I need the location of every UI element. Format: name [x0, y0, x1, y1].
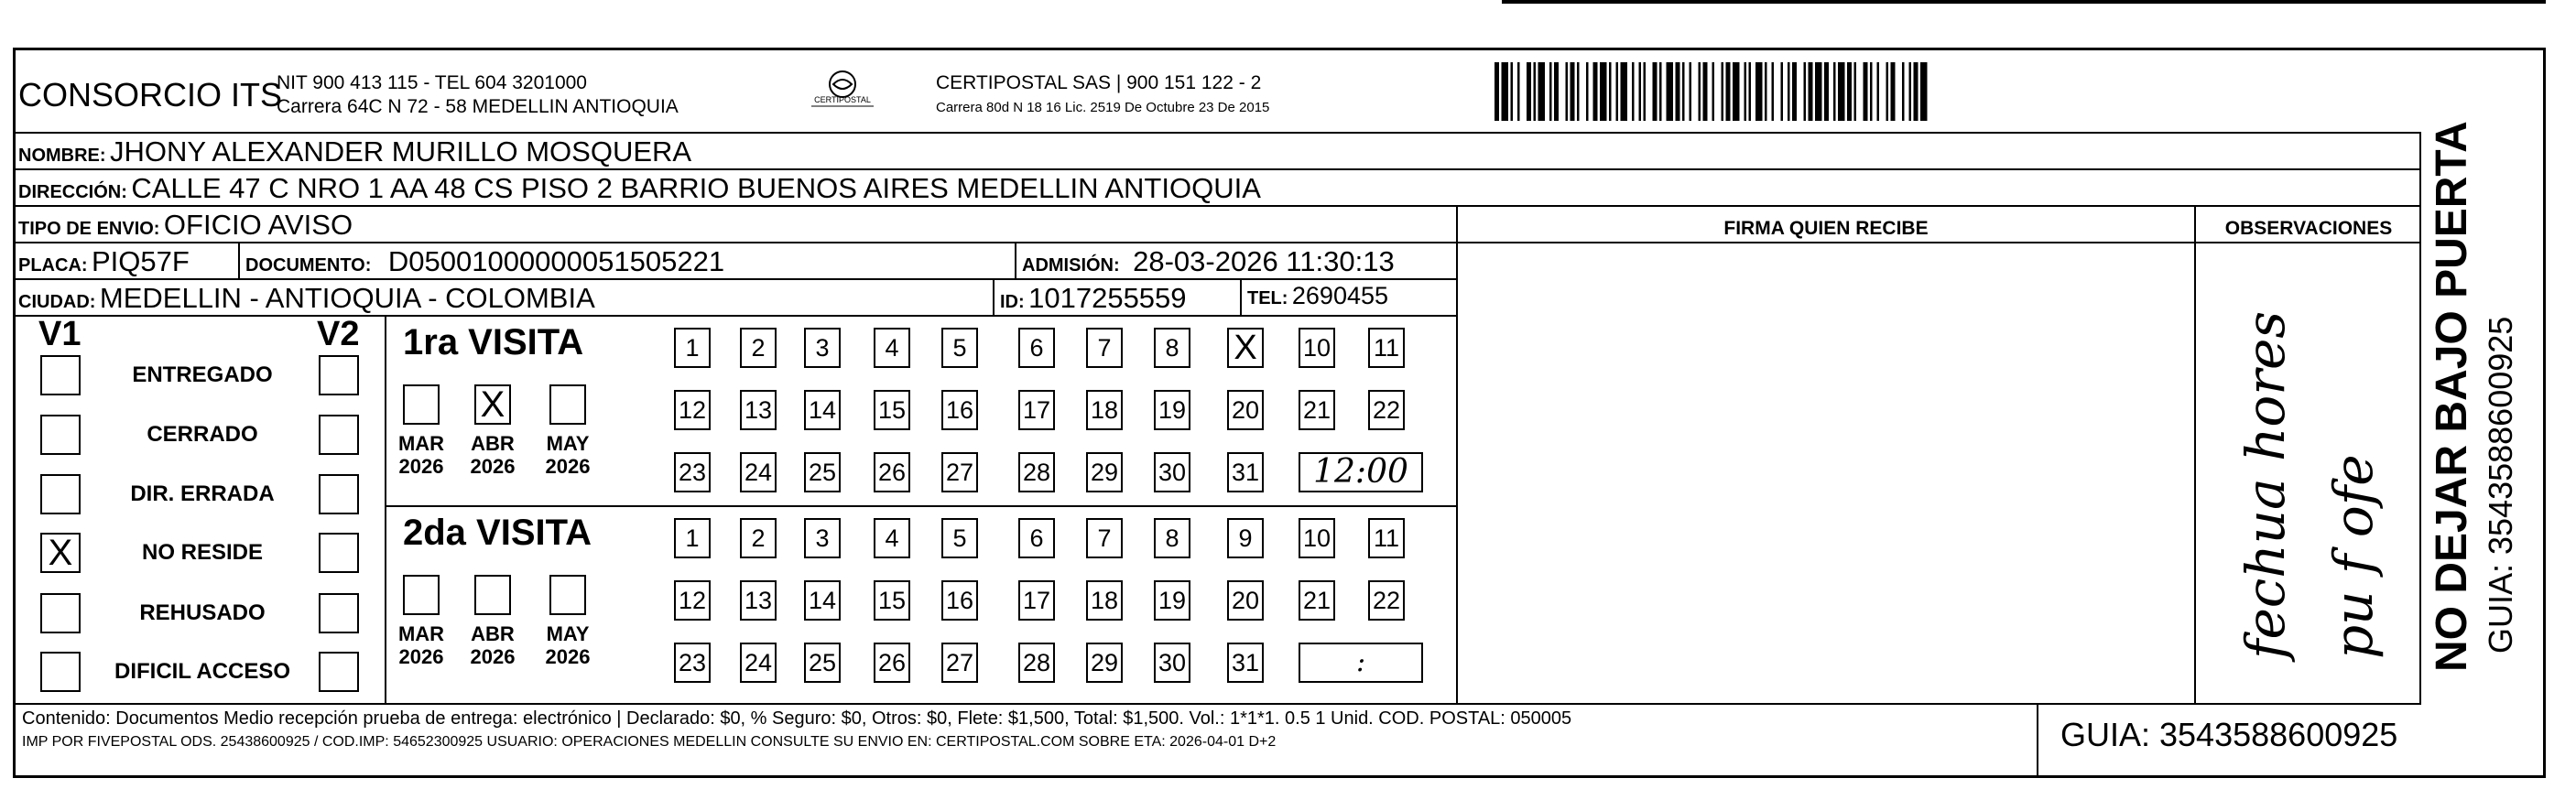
day-box[interactable]: 19 — [1154, 580, 1190, 621]
day-box[interactable]: 31 — [1227, 643, 1264, 683]
day-box[interactable]: 25 — [804, 643, 841, 683]
month-label: ABR 2026 — [470, 432, 516, 478]
day-box[interactable]: 11 — [1368, 328, 1405, 368]
day-box[interactable]: 29 — [1086, 452, 1123, 492]
day-box[interactable]: 4 — [874, 518, 910, 558]
day-box[interactable]: 16 — [941, 580, 978, 621]
footer-contenido: Contenido: Documentos Medio recepción prueba de entrega: electrónico | Declarado: $0, % Seguro: $0, Otros: $0, Flete: $1,500, Total: $1,500. Vol.: 1*1*1. 0.5 1 Unid. COD. POSTAL: 050005 — [22, 708, 1572, 729]
company-address: Carrera 64C N 72 - 58 MEDELLIN ANTIOQUIA — [277, 96, 679, 117]
tel-label: TEL: — [1247, 288, 1288, 308]
day-box[interactable]: 13 — [740, 390, 777, 430]
col-line — [1456, 205, 1458, 705]
day-box[interactable]: 24 — [740, 452, 777, 492]
day-box[interactable]: 26 — [874, 452, 910, 492]
day-box[interactable]: 28 — [1018, 452, 1055, 492]
day-box[interactable]: 5 — [941, 328, 978, 368]
admision-value: 28-03-2026 11:30:13 — [1133, 245, 1395, 277]
day-box[interactable]: 2 — [740, 328, 777, 368]
top-edge-mark — [1502, 0, 2546, 4]
day-box[interactable]: 22 — [1368, 580, 1405, 621]
month-label: MAY 2026 — [545, 622, 591, 668]
time-box[interactable]: 12:00 — [1299, 452, 1423, 492]
day-box[interactable]: 28 — [1018, 643, 1055, 683]
v2-checkbox[interactable] — [319, 474, 359, 514]
status-label: NO RESIDE — [141, 540, 264, 565]
v2-header: V2 — [317, 315, 360, 353]
ciudad-label: CIUDAD: — [18, 292, 96, 312]
row-line — [385, 505, 1456, 507]
row-line — [13, 205, 2421, 207]
row-line — [13, 242, 1456, 243]
day-box[interactable]: 29 — [1086, 643, 1123, 683]
tipo-value: OFICIO AVISO — [163, 209, 353, 241]
day-box[interactable]: 12 — [674, 580, 711, 621]
status-label: REHUSADO — [139, 600, 266, 625]
v2-checkbox[interactable] — [319, 533, 359, 573]
day-box[interactable]: 7 — [1086, 328, 1123, 368]
time-box[interactable]: : — [1299, 643, 1423, 683]
month-label: ABR 2026 — [470, 622, 516, 668]
day-box[interactable]: 17 — [1018, 390, 1055, 430]
col-line — [1240, 278, 1242, 315]
status-label: DIFICIL ACCESO — [114, 659, 290, 684]
month-label: MAY 2026 — [545, 432, 591, 478]
day-box[interactable]: 14 — [804, 580, 841, 621]
day-box[interactable]: 10 — [1299, 328, 1335, 368]
v2-checkbox[interactable] — [319, 415, 359, 455]
id-label: ID: — [1000, 292, 1025, 312]
month-label: MAR 2026 — [397, 622, 445, 668]
nombre-label: NOMBRE: — [18, 146, 106, 166]
handwritten-observation-2: pu f ofe — [2322, 454, 2385, 659]
day-box[interactable]: 4 — [874, 328, 910, 368]
day-box[interactable]: 8 — [1154, 328, 1190, 368]
status-label: DIR. ERRADA — [130, 481, 275, 506]
tipo-row — [18, 209, 353, 242]
carrier-address: Carrera 80d N 18 16 Lic. 2519 De Octubre 23 De 2015 — [936, 100, 1270, 115]
day-box[interactable]: 19 — [1154, 390, 1190, 430]
day-box[interactable]: 8 — [1154, 518, 1190, 558]
placa-field — [18, 245, 190, 278]
row-line — [13, 168, 2421, 170]
direccion-row — [18, 172, 1261, 205]
footer-imp: IMP POR FIVEPOSTAL ODS. 25438600925 / COD.IMP: 54652300925 USUARIO: OPERACIONES MEDELLIN CONSULTE SU ENVIO EN: CERTIPOSTAL.COM SOBRE ETA: 2026-04-01 D+2 — [22, 734, 1277, 750]
day-box[interactable]: 1 — [674, 518, 711, 558]
day-box[interactable]: 3 — [804, 328, 841, 368]
month-label: MAR 2026 — [397, 432, 445, 478]
tipo-label: TIPO DE ENVIO: — [18, 219, 160, 239]
day-box[interactable]: 23 — [674, 643, 711, 683]
ciudad-field — [18, 282, 595, 315]
day-box[interactable]: 21 — [1299, 390, 1335, 430]
day-box[interactable]: 18 — [1086, 390, 1123, 430]
direccion-value: CALLE 47 C NRO 1 AA 48 CS PISO 2 BARRIO BUENOS AIRES MEDELLIN ANTIOQUIA — [131, 172, 1261, 204]
day-box[interactable]: 30 — [1154, 452, 1190, 492]
admision-label: ADMISIÓN: — [1022, 255, 1120, 276]
month-checkbox[interactable] — [403, 575, 440, 615]
handwritten-observation-1: fechua hores — [2234, 310, 2297, 659]
direccion-label: DIRECCIÓN: — [18, 182, 127, 202]
day-box[interactable]: 23 — [674, 452, 711, 492]
day-box[interactable]: 17 — [1018, 580, 1055, 621]
day-box[interactable]: 22 — [1368, 390, 1405, 430]
col-line — [238, 242, 240, 278]
documento-field — [245, 245, 724, 278]
month-checkbox[interactable] — [403, 384, 440, 425]
day-box[interactable]: 27 — [941, 643, 978, 683]
company-nit: NIT 900 413 115 - TEL 604 3201000 — [277, 72, 587, 93]
visit-title: 1ra VISITA — [403, 322, 584, 362]
footer-divider — [2037, 705, 2038, 778]
id-field — [1000, 282, 1187, 315]
placa-label: PLACA: — [18, 255, 88, 276]
tel-value: 2690455 — [1291, 282, 1389, 309]
v2-checkbox[interactable] — [319, 593, 359, 633]
day-box[interactable]: 15 — [874, 390, 910, 430]
col-line — [385, 315, 386, 705]
v1-checkbox[interactable] — [40, 415, 81, 455]
v1-checkbox[interactable] — [40, 593, 81, 633]
firma-header: FIRMA QUIEN RECIBE — [1723, 218, 1929, 239]
day-box[interactable]: X — [1227, 328, 1264, 368]
v1-checkbox[interactable] — [40, 652, 81, 692]
day-box[interactable]: 16 — [941, 390, 978, 430]
v1-checkbox[interactable] — [40, 474, 81, 514]
day-box[interactable]: 26 — [874, 643, 910, 683]
day-box[interactable]: 30 — [1154, 643, 1190, 683]
observaciones-header: OBSERVACIONES — [2224, 218, 2393, 239]
month-checkbox[interactable] — [474, 575, 511, 615]
day-box[interactable]: 9 — [1227, 518, 1264, 558]
day-box[interactable]: 21 — [1299, 580, 1335, 621]
day-box[interactable]: 27 — [941, 452, 978, 492]
nombre-value: JHONY ALEXANDER MURILLO MOSQUERA — [110, 135, 692, 168]
day-box[interactable]: 3 — [804, 518, 841, 558]
no-dejar-warning: NO DEJAR BAJO PUERTA — [2428, 121, 2476, 672]
day-box[interactable]: 11 — [1368, 518, 1405, 558]
status-label: ENTREGADO — [132, 362, 273, 387]
month-checkbox[interactable] — [549, 575, 586, 615]
month-checkbox[interactable] — [549, 384, 586, 425]
day-box[interactable]: 20 — [1227, 390, 1264, 430]
day-box[interactable]: 6 — [1018, 518, 1055, 558]
day-box[interactable]: 1 — [674, 328, 711, 368]
carrier-info: CERTIPOSTAL SAS | 900 151 122 - 2 — [936, 72, 1262, 93]
col-line — [1015, 242, 1016, 278]
placa-value: PIQ57F — [92, 245, 190, 277]
footer-guia: GUIA: 3543588600925 — [2060, 716, 2398, 753]
tel-field — [1247, 282, 1388, 310]
v1-header: V1 — [38, 315, 82, 353]
day-box[interactable]: 15 — [874, 580, 910, 621]
day-box[interactable]: 25 — [804, 452, 841, 492]
id-value: 1017255559 — [1028, 282, 1187, 314]
documento-label: DOCUMENTO: — [245, 255, 372, 276]
day-box[interactable]: 13 — [740, 580, 777, 621]
row-line — [13, 315, 1456, 317]
col-line — [993, 278, 995, 315]
day-box[interactable]: 2 — [740, 518, 777, 558]
day-box[interactable]: 24 — [740, 643, 777, 683]
row-line — [1456, 242, 2421, 243]
documento-value: D05001000000051505221 — [387, 245, 725, 277]
certipostal-logo-text: CERTIPOSTAL — [814, 95, 871, 104]
status-label: CERRADO — [147, 422, 258, 447]
day-box[interactable]: 20 — [1227, 580, 1264, 621]
day-box[interactable]: 10 — [1299, 518, 1335, 558]
day-box[interactable]: 7 — [1086, 518, 1123, 558]
visit-title: 2da VISITA — [403, 513, 592, 553]
day-box[interactable]: 6 — [1018, 328, 1055, 368]
admision-field — [1022, 245, 1395, 278]
day-box[interactable]: 5 — [941, 518, 978, 558]
v2-checkbox[interactable] — [319, 652, 359, 692]
col-line — [2194, 205, 2196, 705]
day-box[interactable]: 18 — [1086, 580, 1123, 621]
month-checkbox[interactable]: X — [474, 384, 511, 425]
v1-checkbox[interactable] — [40, 355, 81, 395]
ciudad-value: MEDELLIN - ANTIOQUIA - COLOMBIA — [99, 282, 595, 314]
day-box[interactable]: 14 — [804, 390, 841, 430]
company-name: CONSORCIO ITS — [18, 76, 283, 113]
v2-checkbox[interactable] — [319, 355, 359, 395]
side-guia: GUIA: 3543588600925 — [2482, 316, 2519, 654]
day-box[interactable]: 31 — [1227, 452, 1264, 492]
nombre-row — [18, 135, 691, 168]
v1-checkbox[interactable]: X — [40, 533, 81, 573]
day-box[interactable]: 12 — [674, 390, 711, 430]
